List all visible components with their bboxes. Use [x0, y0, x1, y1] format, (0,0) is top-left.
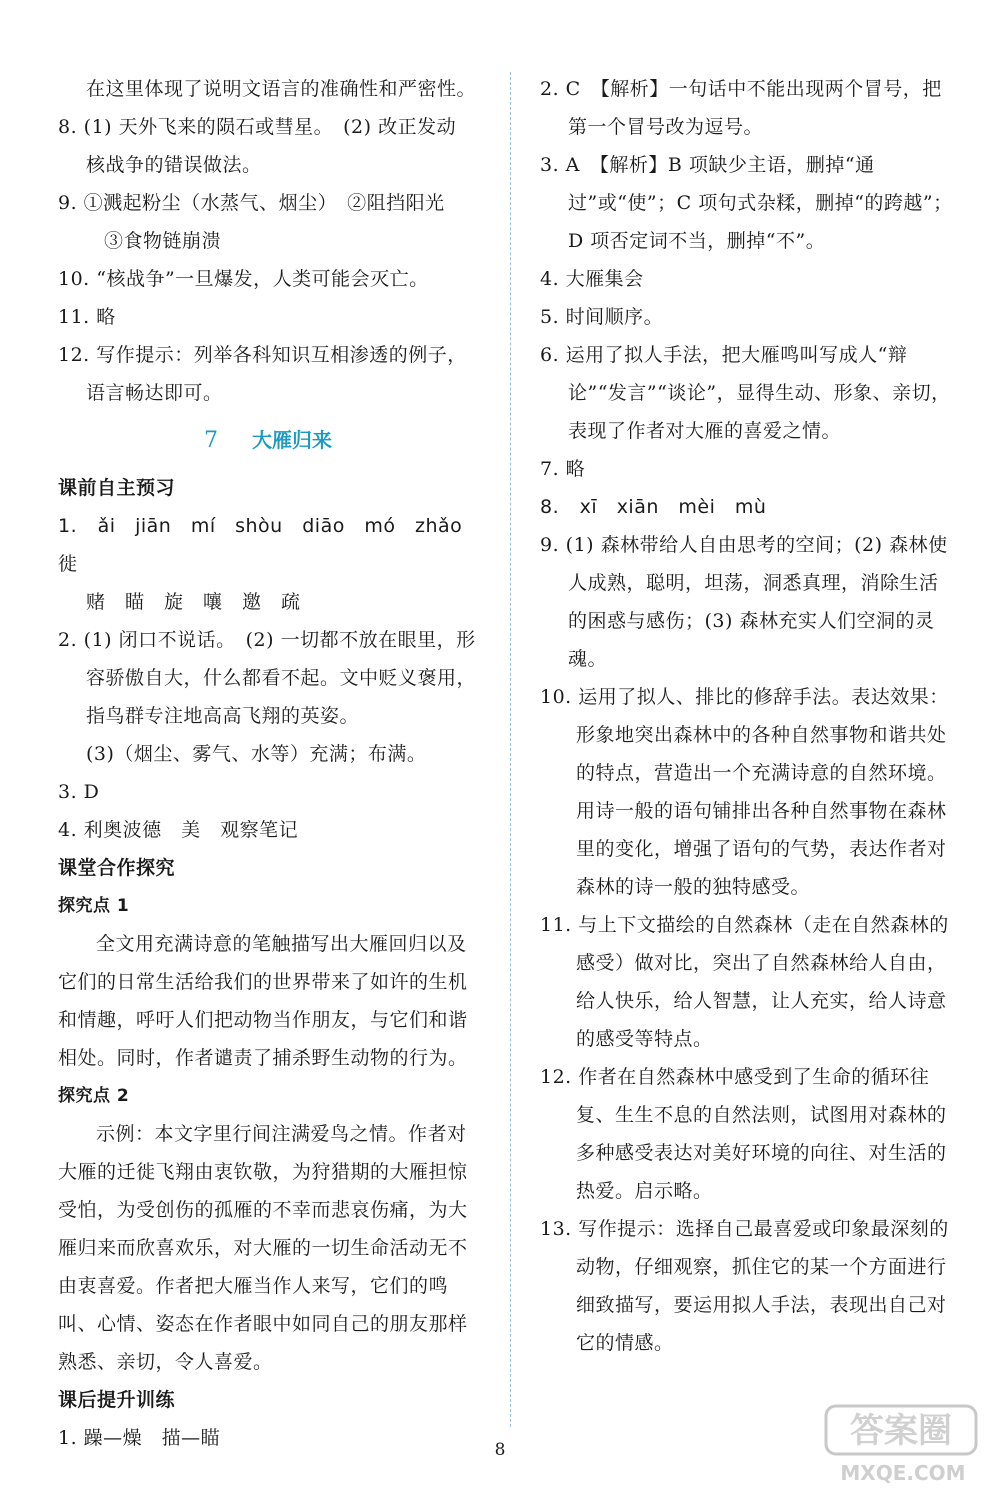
answer-11: 11. 略 [58, 306, 116, 328]
right-column [540, 70, 955, 1362]
answer-r12: 12. 作者在自然森林中感受到了生命的循环往复、生生不息的自然法则，试图用对森林的多种感受表达对美好环境的向往、对生活的热爱。启示略。 [540, 1066, 947, 1202]
column-divider [510, 72, 511, 1427]
preview-3: 3. D [58, 781, 100, 803]
page-number: 8 [494, 1440, 506, 1460]
continuation-text: 在这里体现了说明文语言的准确性和严密性。 [86, 78, 477, 100]
answer-r7: 7. 略 [540, 458, 586, 480]
lesson-title [58, 412, 478, 469]
watermark-logo [818, 1400, 988, 1490]
preview-2-part3: (3)（烟尘、雾气、水等）充满；布满。 [86, 743, 427, 765]
answer-r4: 4. 大雁集会 [540, 268, 644, 290]
preview-4: 4. 利奥波德 美 观察笔记 [58, 819, 299, 841]
preview-1-chars: 赌 瞄 旋 嚷 邀 疏 [86, 591, 301, 613]
section-class-heading: 课堂合作探究 [58, 857, 176, 879]
answer-9-line1: 9. ①溅起粉尘（水蒸气、烟尘） ②阻挡阳光 [58, 192, 445, 214]
answer-r9: 9. (1) 森林带给人自由思考的空间；(2) 森林使人成熟，聪明，坦荡，洞悉真理，消除生活的困惑与感伤；(3) 森林充实人们空洞的灵魂。 [540, 534, 948, 670]
preview-1-pinyin: 1. ǎi jiān mí shòu diāo mó zhǎo 徙 [58, 515, 482, 575]
answer-r5: 5. 时间顺序。 [540, 306, 664, 328]
answer-8-line1: 8. (1) 天外飞来的陨石或彗星。 (2) 改正发动 [58, 116, 457, 138]
explore-2-title: 探究点 2 [58, 1086, 130, 1106]
watermark-site: MXQE.COM [840, 1461, 966, 1485]
explore-2-text: 示例：本文字里行间注满爱鸟之情。作者对大雁的迁徙飞翔由衷钦敬，为狩猎期的大雁担惊受怕，为受创伤的孤雁的不幸而悲哀伤痛，为大雁归来而欣喜欢乐，对大雁的一切生命活动无不由衷喜爱。作者把大雁当作人来写，它们的鸣叫、心情、姿态在作者眼中如同自己的朋友那样熟悉、亲切，令人喜爱。 [58, 1123, 468, 1373]
section-after-class-heading: 课后提升训练 [58, 1389, 176, 1411]
answer-r3: 3. A 【解析】B 项缺少主语，删掉“通过”或“使”；C 项句式杂糅，删掉“的跨越”；D 项否定词不当，删掉“不”。 [540, 154, 953, 252]
answer-10: 10. “核战争”一旦爆发，人类可能会灭亡。 [58, 268, 429, 290]
answer-r2: 2. C 【解析】一句话中不能出现两个冒号，把第一个冒号改为逗号。 [540, 78, 942, 138]
section-preview-heading: 课前自主预习 [58, 477, 176, 499]
watermark-logo-text: 答案圈 [850, 1411, 952, 1451]
answer-r10: 10. 运用了拟人、排比的修辞手法。表达效果：形象地突出森林中的各种自然事物和谐共处的特点，营造出一个充满诗意的自然环境。用诗一般的语句铺排出各种自然事物在森林里的变化，增强了语句的气势，表达作者对森林的诗一般的独特感受。 [540, 686, 949, 898]
answer-9-line2: ③食物链崩溃 [104, 230, 222, 252]
answer-r6: 6. 运用了拟人手法，把大雁鸣叫写成人“辩论”“发言”“谈论”，显得生动、形象、亲切，表现了作者对大雁的喜爱之情。 [540, 344, 951, 442]
left-column [58, 70, 482, 1457]
training-1: 1. 躁—燥 描—瞄 [58, 1427, 221, 1449]
answer-8-line2: 核战争的错误做法。 [86, 154, 262, 176]
explore-1-title: 探究点 1 [58, 896, 130, 916]
lesson-number: 7 [204, 428, 218, 453]
answer-r8: 8. xī xiān mèi mù [540, 496, 767, 518]
preview-2: 2. (1) 闭口不说话。 (2) 一切都不放在眼里，形容骄傲自大，什么都看不起。文中贬义褒用，指鸟群专注地高高飞翔的英姿。 [58, 629, 477, 727]
explore-1-text: 全文用充满诗意的笔触描写出大雁回归以及它们的日常生活给我们的世界带来了如许的生机和情趣，呼吁人们把动物当作朋友，与它们和谐相处。同时，作者谴责了捕杀野生动物的行为。 [58, 933, 468, 1069]
answer-r11: 11. 与上下文描绘的自然森林（走在自然森林的感受）做对比，突出了自然森林给人自由，给人快乐，给人智慧，让人充实，给人诗意的感受等特点。 [540, 914, 949, 1050]
answer-12: 12. 写作提示：列举各科知识互相渗透的例子，语言畅达即可。 [58, 344, 467, 404]
answer-r13: 13. 写作提示：选择自己最喜爱或印象最深刻的动物，仔细观察，抓住它的某一个方面进行细致描写，要运用拟人手法，表现出自己对它的情感。 [540, 1218, 949, 1354]
lesson-name: 大雁归来 [252, 428, 332, 452]
